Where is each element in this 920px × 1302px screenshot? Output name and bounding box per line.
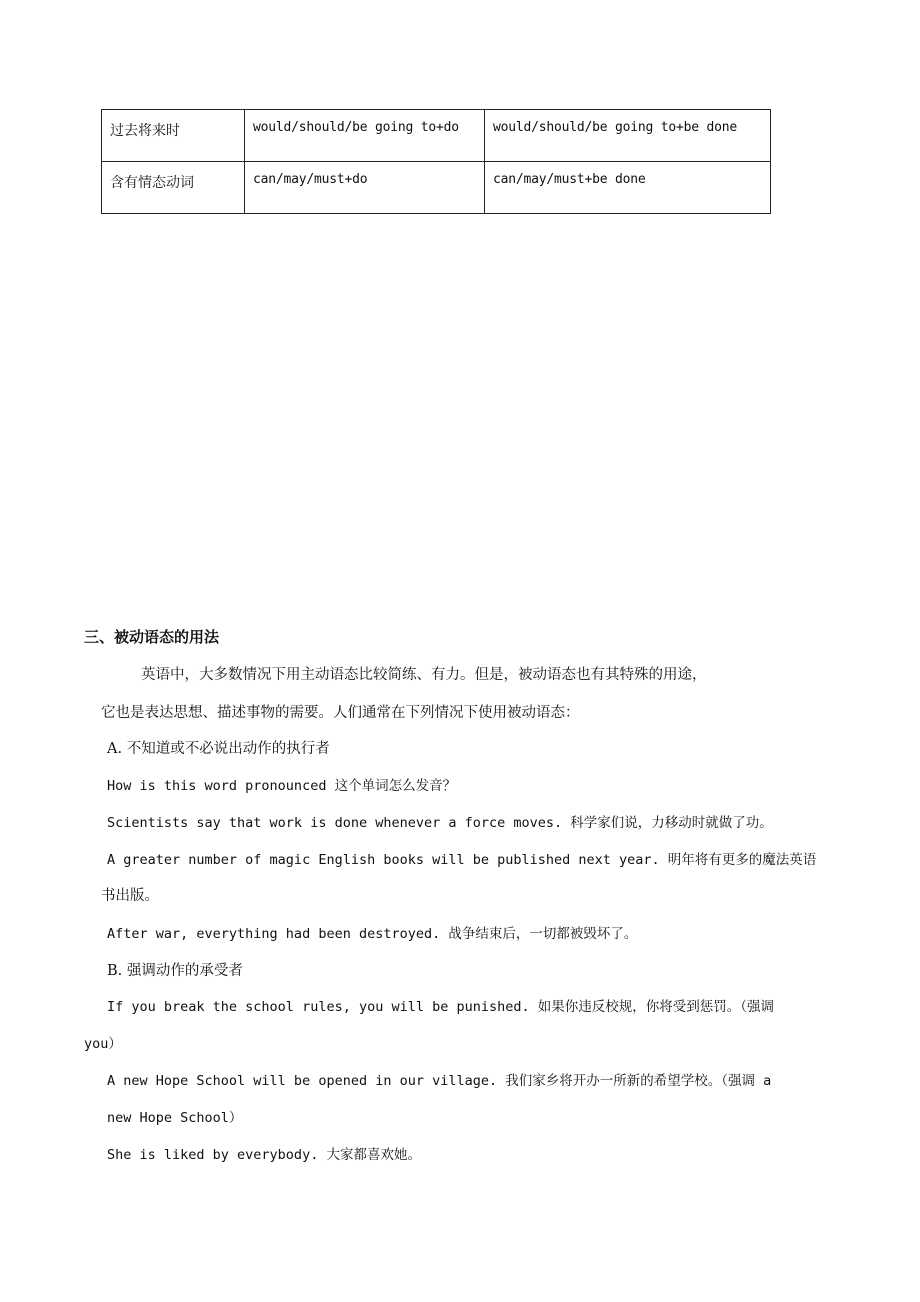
point-a-heading: A. 不知道或不必说出动作的执行者: [107, 741, 330, 757]
example-a4: After war, everything had been destroyed. 战争结束后，一切都被毁坏了。: [107, 926, 638, 942]
intro-paragraph-line-1: 英语中，大多数情况下用主动语态比较简练、有力。但是，被动语态也有其特殊的用途，: [141, 667, 707, 683]
tense-cell: 过去将来时: [102, 110, 245, 162]
example-a3-line-2: 书出版。: [101, 888, 159, 904]
example-b1-line-1: If you break the school rules, you will be punished. 如果你违反校规，你将受到惩罚。（强调: [107, 999, 775, 1015]
active-form-cell: would/should/be going to+do: [245, 110, 485, 162]
active-form-cell: can/may/must+do: [245, 162, 485, 214]
intro-paragraph-line-2: 它也是表达思想、描述事物的需要。人们通常在下列情况下使用被动语态：: [101, 705, 580, 721]
example-a1: How is this word pronounced 这个单词怎么发音？: [107, 778, 457, 794]
passive-form-cell: can/may/must+be done: [485, 162, 771, 214]
passive-form-cell: would/should/be going to+be done: [485, 110, 771, 162]
table-row: [102, 162, 771, 214]
example-a2: Scientists say that work is done whenever a force moves. 科学家们说，力移动时就做了功。: [107, 815, 773, 831]
point-b-heading: B. 强调动作的承受者: [107, 963, 243, 979]
example-b2-line-2: new Hope School）: [107, 1110, 243, 1126]
section-heading: 三、被动语态的用法: [84, 628, 220, 646]
table-row: [102, 110, 771, 162]
tense-table: [101, 109, 771, 214]
tense-cell: 含有情态动词: [102, 162, 245, 214]
example-b3: She is liked by everybody. 大家都喜欢她。: [107, 1147, 421, 1163]
example-b2-line-1: A new Hope School will be opened in our village. 我们家乡将开办一所新的希望学校。（强调 a: [107, 1073, 772, 1089]
example-a3-line-1: A greater number of magic English books will be published next year. 明年将有更多的魔法英语: [107, 852, 817, 868]
example-b1-line-2: you）: [84, 1036, 122, 1052]
